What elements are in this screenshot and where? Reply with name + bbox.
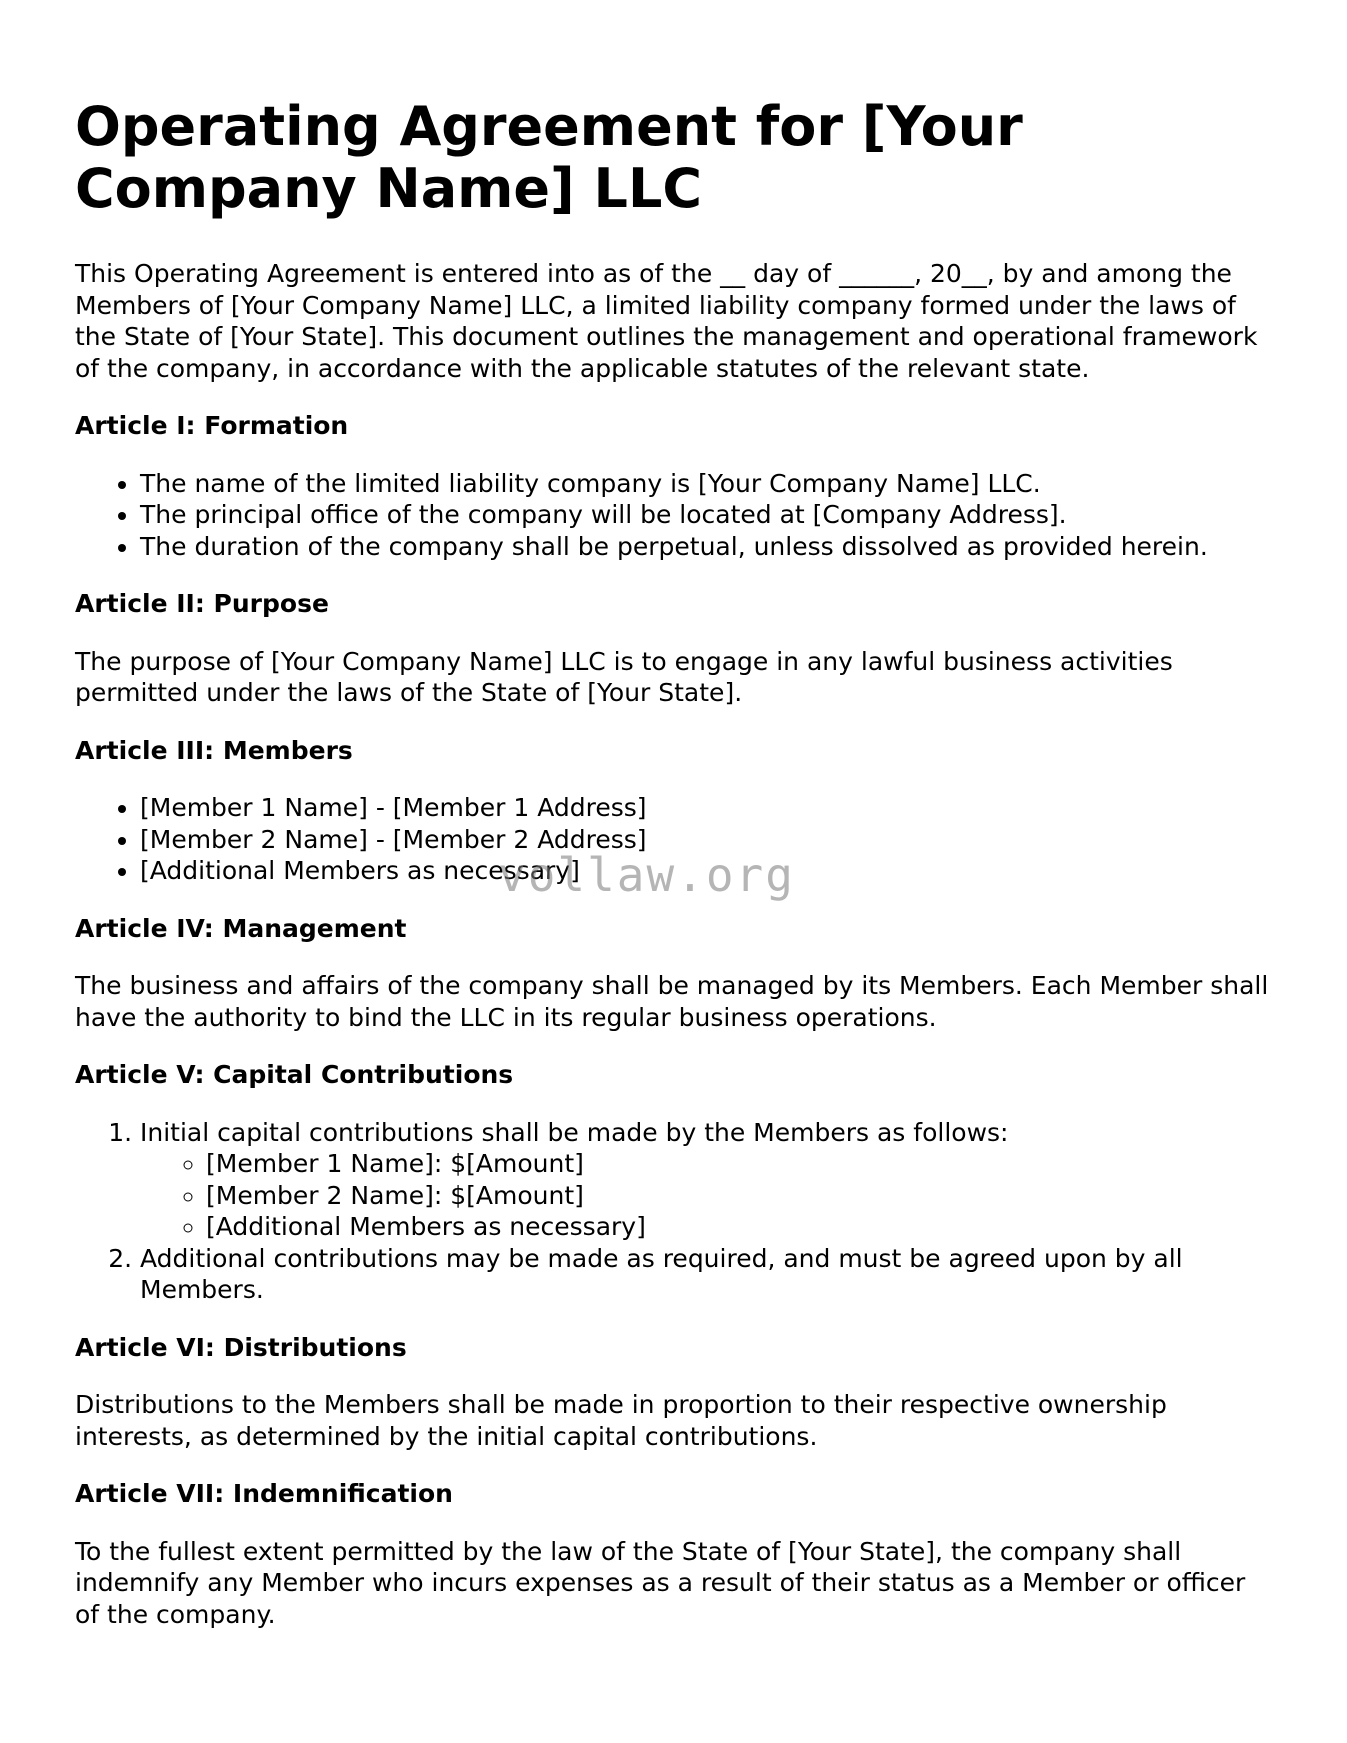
list-item: • [Member 2 Name] - [Member 2 Address] <box>140 824 1275 856</box>
article-5-sublist <box>140 1148 1275 1243</box>
list-item: • The duration of the company shall be perpetual, unless dissolved as provided herein. <box>140 531 1275 563</box>
list-item-text: Initial capital contributions shall be made by the Members as follows: <box>140 1117 1009 1147</box>
article-1-heading: Article I: Formation <box>75 411 349 440</box>
article-1-list <box>75 468 1275 563</box>
sublist-item: ◦ [Member 2 Name]: $[Amount] <box>206 1180 1275 1212</box>
article-6-heading: Article VI: Distributions <box>75 1332 407 1362</box>
sublist-item: ◦ [Additional Members as necessary] <box>206 1211 1275 1243</box>
list-item: • [Additional Members as necessary] <box>140 855 1275 887</box>
article-2-text: The purpose of [Your Company Name] LLC is to engage in any lawful business activities permitted under the laws of the State of [Your State]. <box>75 646 1173 707</box>
article-2-heading: Article II: Purpose <box>75 589 329 618</box>
sublist-item: ◦ [Member 1 Name]: $[Amount] <box>206 1148 1275 1180</box>
article-5-list <box>75 1117 1275 1306</box>
article-4-text: The business and affairs of the company shall be managed by its Members. Each Member shall have the authority to bind the LLC in its regular business operations. <box>75 971 1269 1032</box>
article-7-text: To the fullest extent permitted by the law of the State of [Your State], the company shall indemnify any Member who incurs expenses as a result of their status as a Member or officer of the company. <box>75 1536 1246 1629</box>
watermark: vollaw.org <box>498 848 795 902</box>
article-3-heading: Article III: Members <box>75 735 353 765</box>
list-item <box>140 1117 1275 1243</box>
intro-paragraph: This Operating Agreement is entered into as of the __ day of ______, 20__, by and among the Members of [Your Company Name] LLC, a limited liability company formed under the laws of the State of [Your State]. This document outlines the management and operational framework of the company, in accordance with the applicable statutes of the relevant state. <box>75 259 1258 383</box>
list-item: • The name of the limited liability company is [Your Company Name] LLC. <box>140 468 1275 500</box>
list-item: • [Member 1 Name] - [Member 1 Address] <box>140 792 1275 824</box>
document-title: Operating Agreement for [Your Company Name] LLC <box>75 95 1023 220</box>
list-item: • The principal office of the company will be located at [Company Address]. <box>140 499 1275 531</box>
article-7-heading: Article VII: Indemnification <box>75 1479 453 1508</box>
article-4-heading: Article IV: Management <box>75 913 407 943</box>
article-6-text: Distributions to the Members shall be made in proportion to their respective ownership interests, as determined by the initial capital contributions. <box>75 1390 1167 1451</box>
article-5-heading: Article V: Capital Contributions <box>75 1060 514 1089</box>
list-item: 2. Additional contributions may be made as required, and must be agreed upon by all Members. <box>140 1243 1275 1306</box>
